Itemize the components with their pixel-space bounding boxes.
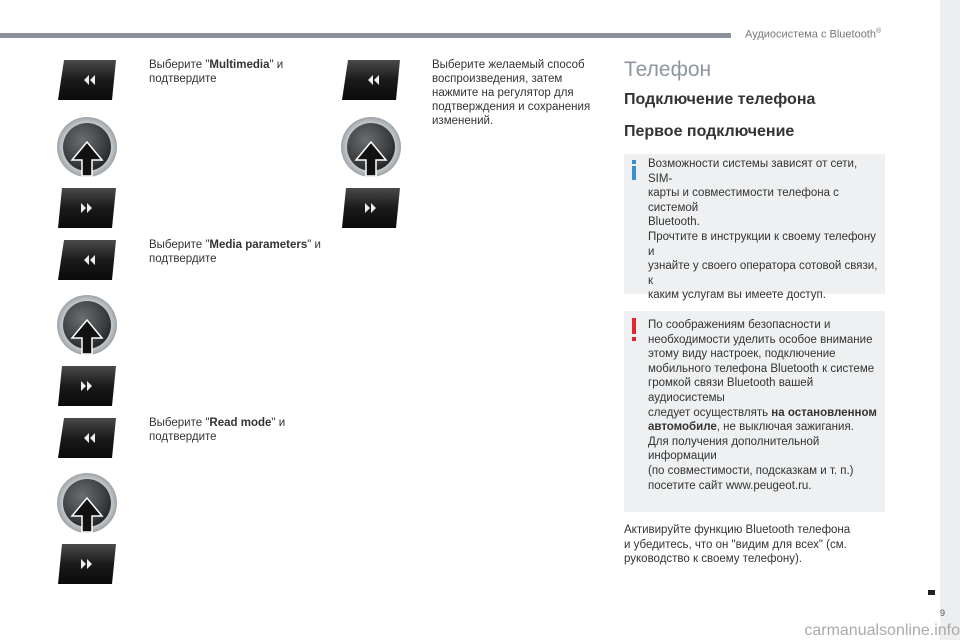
heading-phone-connection: Подключение телефона	[624, 91, 816, 108]
header-title: Аудиосистема с Bluetooth®	[745, 28, 882, 41]
watermark: carmanualsonline.info	[804, 622, 960, 639]
dial-knob-icon	[56, 116, 118, 178]
info-text: Возможности системы зависят от сети, SIM- карты и совместимости телефона с системой Bluetooth. Прочтите в инструкции к своему телефону и узнайте у своего оператора сотовой связи, к каким услугам вы имеете доступ.	[648, 158, 878, 302]
step-read-mode: Выберите "Read mode" и подтвердите	[149, 417, 286, 443]
rewind-button-icon	[56, 416, 118, 460]
dial-knob-icon	[340, 116, 402, 178]
warning-icon	[630, 318, 638, 342]
page-number: 9	[940, 608, 946, 618]
dial-knob-icon	[56, 472, 118, 534]
dial-knob-icon	[56, 294, 118, 356]
forward-button-icon	[56, 186, 118, 230]
forward-button-icon	[56, 364, 118, 408]
rewind-button-icon	[56, 58, 118, 102]
step-media-parameters: Выберите "Media parameters" и подтвердите	[149, 239, 321, 265]
header-rule	[0, 33, 731, 38]
forward-button-icon	[56, 542, 118, 586]
warning-text: По соображениям безопасности и необходимости уделить особое внимание этому виду настроек, подключение мобильного телефона Bluetooth к системе громкой связи Bluetooth вашей аудиосистемы следует осуществлять на остановленном автомобиле, не выключая зажигания. Для получения дополнительной информации (по совместимости, подсказкам и т. п.) посетите сайт www.peugeot.ru.	[648, 319, 877, 492]
step-multimedia: Выберите "Multimedia" и подтвердите	[149, 59, 284, 85]
rewind-button-icon	[340, 58, 402, 102]
forward-button-icon	[340, 186, 402, 230]
section-title: Телефон	[624, 58, 712, 81]
bluetooth-activation-note: Активируйте функцию Bluetooth телефона и убедитесь, что он "видим для всех" (см. руководство к своему телефону).	[624, 524, 851, 566]
side-strip	[940, 0, 960, 640]
rewind-button-icon	[56, 238, 118, 282]
step-playback-mode: Выберите желаемый способ воспроизведения, затем нажмите на регулятор для подтверждения и сохранения изменений.	[432, 59, 591, 127]
heading-first-connection: Первое подключение	[624, 123, 795, 140]
page-marker	[928, 590, 935, 595]
info-icon	[629, 160, 639, 180]
